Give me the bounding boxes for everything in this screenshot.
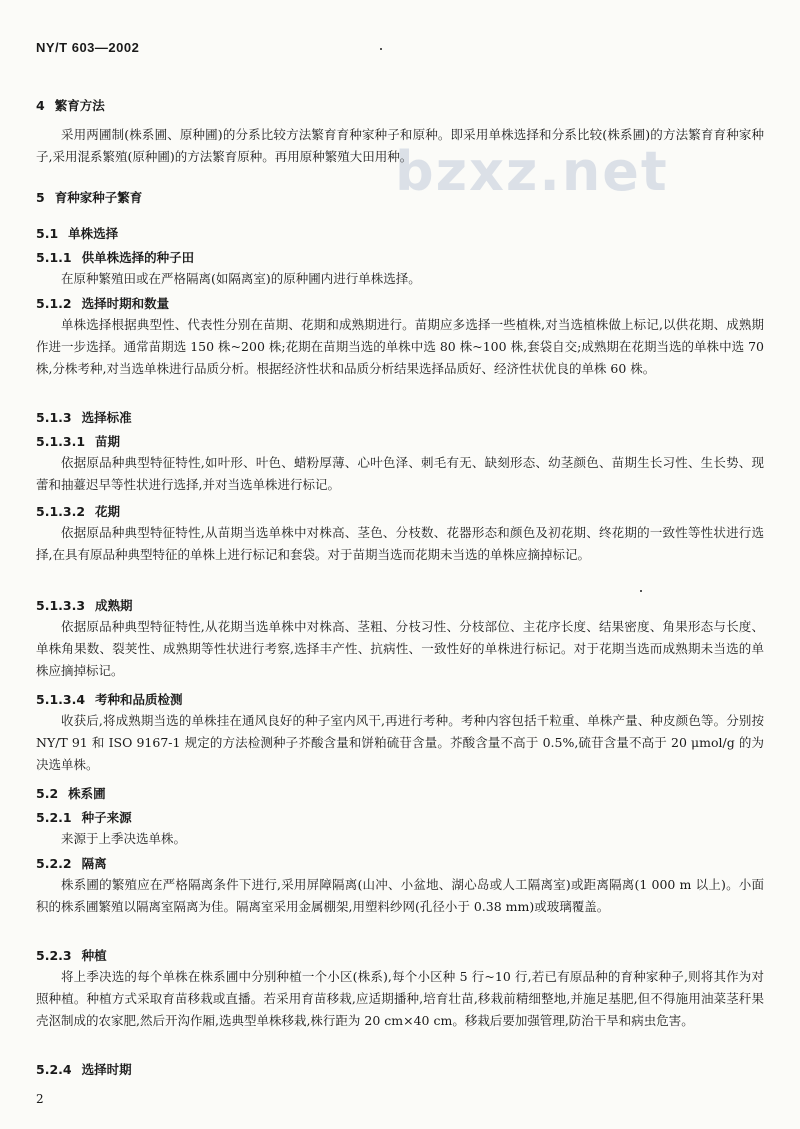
section-title: 种植 [81, 948, 107, 963]
section-5-2-1-heading [36, 808, 132, 826]
section-4-paragraph: 采用两圃制(株系圃、原种圃)的分系比较方法繁育育种家种子和原种。即采用单株选择和分系比较(株系圃)的方法繁育育种家种子,采用混系繁殖(原种圃)的方法繁育原种。再用原种繁殖大田用种。 [36, 127, 764, 164]
section-5-1-3-2-paragraph: 依据原品种典型特征特性,从苗期当选单株中对株高、茎色、分枝数、花器形态和颜色及初花期、终花期的一致性等性状进行选择,在具有原品种典型特征的单株上进行标记和套袋。对于苗期当选而花期未当选的单株应摘掉标记。 [36, 525, 764, 562]
section-5-1-3-4-heading [36, 690, 183, 708]
section-5-1-3-4-paragraph: 收获后,将成熟期当选的单株挂在通风良好的种子室内风干,再进行考种。考种内容包括千粒重、单株产量、种皮颜色等。分别按 NY/T 91 和 ISO 9167-1 规定的方法检测种子芥酸含量和饼粕硫苷含量。芥酸含量不高于 0.5%,硫苷含量不高于 20 μmol/g 的为决选单株。 [36, 713, 764, 772]
section-number: 5.2 [36, 786, 59, 801]
section-5-1-1-paragraph: 在原种繁殖田或在严格隔离(如隔离室)的原种圃内进行单株选择。 [61, 271, 421, 286]
watermark: bzxz.net [395, 140, 669, 203]
section-title: 选择标准 [81, 410, 132, 425]
section-number: 5.2.2 [36, 856, 72, 871]
section-number: 5.2.1 [36, 810, 72, 825]
section-5-1-3-1-paragraph: 依据原品种典型特征特性,如叶形、叶色、蜡粉厚薄、心叶色泽、刺毛有无、缺刻形态、幼茎颜色、苗期生长习性、生长势、现蕾和抽薹迟早等性状进行选择,并对当选单株进行标记。 [36, 455, 764, 492]
section-title: 育种家种子繁育 [54, 190, 143, 205]
section-number: 5.1.3.2 [36, 504, 86, 519]
section-number: 5.1.3.3 [36, 598, 86, 613]
section-title: 株系圃 [68, 786, 106, 801]
section-title: 隔离 [81, 856, 107, 871]
section-5-1-1-heading [36, 248, 194, 266]
section-5-1-heading [36, 224, 118, 242]
section-4-heading [36, 96, 105, 114]
section-number: 4 [36, 98, 45, 113]
section-number: 5.1.2 [36, 296, 72, 311]
section-title: 选择时期和数量 [81, 296, 170, 311]
section-5-heading [36, 188, 142, 206]
section-number: 5.2.4 [36, 1062, 72, 1077]
standard-code: NY/T 603—2002 [36, 40, 140, 55]
section-5-2-3-paragraph: 将上季决选的每个单株在株系圃中分别种植一个小区(株系),每个小区种 5 行~10 行,若已有原品种的育种家种子,则将其作为对照种植。种植方式采取育苗移栽或直播。若采用育苗移栽,应适期播种,培育壮苗,移栽前精细整地,并施足基肥,但不得施用油菜茎秆果壳沤制成的农家肥,然后开沟作厢,选典型单株移栽,株行距为 20 cm×40 cm。移栽后要加强管理,防治干旱和病虫危害。 [36, 969, 764, 1028]
section-title: 种子来源 [81, 810, 132, 825]
section-5-2-heading [36, 784, 106, 802]
section-5-2-1-paragraph: 来源于上季决选单株。 [61, 831, 187, 846]
section-title: 成熟期 [95, 598, 133, 613]
section-5-1-3-2-heading [36, 502, 120, 520]
section-5-1-3-heading [36, 408, 132, 426]
section-title: 选择时期 [81, 1062, 132, 1077]
section-title: 考种和品质检测 [95, 692, 183, 707]
section-number: 5 [36, 190, 45, 205]
section-5-1-2-paragraph: 单株选择根据典型性、代表性分别在苗期、花期和成熟期进行。苗期应多选择一些植株,对当选植株做上标记,以供花期、成熟期作进一步选择。通常苗期选 150 株~200 株;花期在苗期当选的单株中选 80 株~100 株,套袋自交;成熟期在花期当选的单株中选 70 株,分株考种,对当选单株进行品质分析。根据经济性状和品质分析结果选择品质好、经济性状优良的单株 60 株。 [36, 317, 764, 376]
section-5-2-4-heading [36, 1060, 132, 1078]
section-5-2-2-heading [36, 854, 107, 872]
scan-speck [380, 48, 382, 50]
section-number: 5.1.3.1 [36, 434, 86, 449]
section-5-1-3-3-paragraph: 依据原品种典型特征特性,从花期当选单株中对株高、茎粗、分枝习性、分枝部位、主花序长度、结果密度、角果形态与长度、单株角果数、裂荚性、成熟期等性状进行考察,选择丰产性、抗病性、一致性好的单株进行标记。对于花期当选而成熟期未当选的单株应摘掉标记。 [36, 619, 764, 678]
section-number: 5.1.1 [36, 250, 72, 265]
section-title: 繁育方法 [54, 98, 105, 113]
section-title: 供单株选择的种子田 [81, 250, 195, 265]
section-number: 5.2.3 [36, 948, 72, 963]
section-5-1-2-heading [36, 294, 169, 312]
section-number: 5.1.3 [36, 410, 72, 425]
section-title: 单株选择 [68, 226, 119, 241]
section-5-2-3-heading [36, 946, 107, 964]
section-title: 花期 [95, 504, 121, 519]
page-number: 2 [36, 1092, 44, 1106]
section-title: 苗期 [95, 434, 121, 449]
section-5-1-3-3-heading [36, 596, 133, 614]
section-5-1-3-1-heading [36, 432, 120, 450]
section-number: 5.1.3.4 [36, 692, 86, 707]
section-number: 5.1 [36, 226, 59, 241]
section-5-2-2-paragraph: 株系圃的繁殖应在严格隔离条件下进行,采用屏障隔离(山冲、小盆地、湖心岛或人工隔离室)或距离隔离(1 000 m 以上)。小面积的株系圃繁殖以隔离室隔离为佳。隔离室采用金属棚架,用塑料纱网(孔径小于 0.38 mm)或玻璃覆盖。 [36, 877, 764, 914]
scan-speck [640, 590, 642, 592]
